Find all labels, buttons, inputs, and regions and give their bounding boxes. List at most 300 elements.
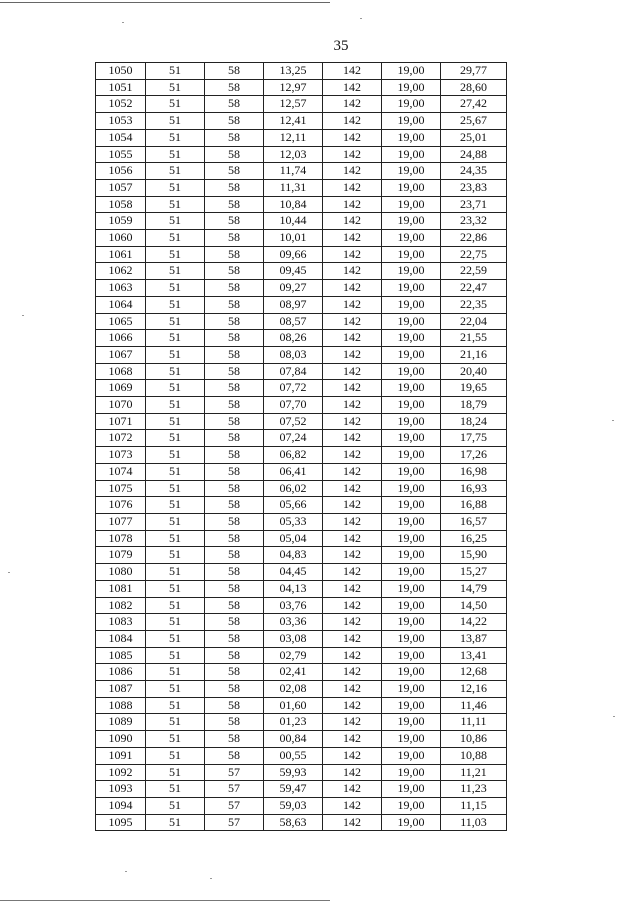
table-row bbox=[96, 764, 507, 781]
table-row bbox=[96, 313, 507, 330]
table-cell: 51 bbox=[146, 79, 205, 96]
table-row bbox=[96, 296, 507, 313]
table-cell: 1067 bbox=[96, 346, 146, 363]
table-cell: 51 bbox=[146, 447, 205, 464]
table-row bbox=[96, 714, 507, 731]
table-cell: 1062 bbox=[96, 263, 146, 280]
table-cell: 19,00 bbox=[382, 79, 441, 96]
table-cell: 51 bbox=[146, 63, 205, 80]
table-cell: 142 bbox=[323, 681, 382, 698]
table-cell: 1069 bbox=[96, 380, 146, 397]
table-cell: 1056 bbox=[96, 163, 146, 180]
table-cell: 1094 bbox=[96, 797, 146, 814]
table-cell: 142 bbox=[323, 63, 382, 80]
table-cell: 22,75 bbox=[441, 246, 507, 263]
table-row bbox=[96, 113, 507, 130]
scan-speck bbox=[125, 871, 127, 872]
scan-speck bbox=[360, 18, 362, 19]
table-cell: 19,00 bbox=[382, 614, 441, 631]
table-cell: 51 bbox=[146, 513, 205, 530]
table-cell: 1054 bbox=[96, 129, 146, 146]
table-cell: 58 bbox=[205, 547, 264, 564]
table-cell: 19,00 bbox=[382, 113, 441, 130]
table-cell: 1055 bbox=[96, 146, 146, 163]
table-cell: 19,00 bbox=[382, 547, 441, 564]
table-cell: 1086 bbox=[96, 664, 146, 681]
table-row bbox=[96, 246, 507, 263]
table-cell: 19,00 bbox=[382, 480, 441, 497]
table-cell: 21,16 bbox=[441, 346, 507, 363]
table-cell: 02,41 bbox=[264, 664, 323, 681]
table-cell: 51 bbox=[146, 430, 205, 447]
table-cell: 51 bbox=[146, 480, 205, 497]
table-cell: 16,98 bbox=[441, 463, 507, 480]
table-cell: 08,03 bbox=[264, 346, 323, 363]
table-cell: 142 bbox=[323, 397, 382, 414]
table-cell: 142 bbox=[323, 463, 382, 480]
table-cell: 10,88 bbox=[441, 747, 507, 764]
table-cell: 12,03 bbox=[264, 146, 323, 163]
table-row bbox=[96, 664, 507, 681]
table-row bbox=[96, 597, 507, 614]
table-row bbox=[96, 747, 507, 764]
table-cell: 142 bbox=[323, 747, 382, 764]
table-cell: 19,00 bbox=[382, 213, 441, 230]
table-cell: 57 bbox=[205, 797, 264, 814]
table-cell: 1092 bbox=[96, 764, 146, 781]
table-cell: 58 bbox=[205, 564, 264, 581]
table-cell: 10,86 bbox=[441, 731, 507, 748]
table-cell: 1057 bbox=[96, 179, 146, 196]
table-cell: 19,00 bbox=[382, 330, 441, 347]
table-cell: 58 bbox=[205, 480, 264, 497]
table-cell: 09,27 bbox=[264, 280, 323, 297]
table-cell: 58 bbox=[205, 614, 264, 631]
table-cell: 1050 bbox=[96, 63, 146, 80]
table-cell: 19,00 bbox=[382, 564, 441, 581]
table-cell: 1059 bbox=[96, 213, 146, 230]
table-cell: 51 bbox=[146, 113, 205, 130]
table-row bbox=[96, 564, 507, 581]
table-row bbox=[96, 614, 507, 631]
table-cell: 05,66 bbox=[264, 497, 323, 514]
table-cell: 142 bbox=[323, 547, 382, 564]
table-cell: 1087 bbox=[96, 681, 146, 698]
table-cell: 03,08 bbox=[264, 630, 323, 647]
table-cell: 142 bbox=[323, 764, 382, 781]
table-cell: 19,00 bbox=[382, 814, 441, 831]
table-cell: 58 bbox=[205, 580, 264, 597]
table-cell: 13,41 bbox=[441, 647, 507, 664]
table-cell: 19,00 bbox=[382, 129, 441, 146]
table-cell: 22,35 bbox=[441, 296, 507, 313]
table-cell: 19,00 bbox=[382, 413, 441, 430]
table-cell: 58 bbox=[205, 363, 264, 380]
table-cell: 142 bbox=[323, 196, 382, 213]
table-cell: 51 bbox=[146, 129, 205, 146]
table-cell: 1093 bbox=[96, 781, 146, 798]
table-cell: 51 bbox=[146, 814, 205, 831]
table-cell: 14,50 bbox=[441, 597, 507, 614]
table-cell: 02,08 bbox=[264, 681, 323, 698]
table-cell: 51 bbox=[146, 497, 205, 514]
table-cell: 05,33 bbox=[264, 513, 323, 530]
table-cell: 142 bbox=[323, 447, 382, 464]
table-cell: 1063 bbox=[96, 280, 146, 297]
table-row bbox=[96, 430, 507, 447]
table-cell: 15,27 bbox=[441, 564, 507, 581]
table-cell: 20,40 bbox=[441, 363, 507, 380]
table-cell: 51 bbox=[146, 714, 205, 731]
table-cell: 142 bbox=[323, 597, 382, 614]
table-cell: 25,67 bbox=[441, 113, 507, 130]
table-cell: 51 bbox=[146, 731, 205, 748]
table-cell: 58,63 bbox=[264, 814, 323, 831]
table-cell: 58 bbox=[205, 681, 264, 698]
table-cell: 24,35 bbox=[441, 163, 507, 180]
table-cell: 11,23 bbox=[441, 781, 507, 798]
table-row bbox=[96, 697, 507, 714]
table-cell: 58 bbox=[205, 714, 264, 731]
table-cell: 51 bbox=[146, 747, 205, 764]
table-cell: 58 bbox=[205, 397, 264, 414]
table-row bbox=[96, 731, 507, 748]
table-row bbox=[96, 630, 507, 647]
table-cell: 11,03 bbox=[441, 814, 507, 831]
table-cell: 58 bbox=[205, 664, 264, 681]
table-cell: 19,00 bbox=[382, 497, 441, 514]
table-cell: 02,79 bbox=[264, 647, 323, 664]
table-row bbox=[96, 179, 507, 196]
table-cell: 58 bbox=[205, 179, 264, 196]
table-cell: 51 bbox=[146, 96, 205, 113]
table-cell: 51 bbox=[146, 296, 205, 313]
table-cell: 51 bbox=[146, 681, 205, 698]
table-cell: 58 bbox=[205, 79, 264, 96]
table-cell: 51 bbox=[146, 213, 205, 230]
table-cell: 15,90 bbox=[441, 547, 507, 564]
table-cell: 58 bbox=[205, 96, 264, 113]
table-cell: 19,65 bbox=[441, 380, 507, 397]
table-cell: 22,59 bbox=[441, 263, 507, 280]
table-cell: 58 bbox=[205, 296, 264, 313]
table-cell: 1083 bbox=[96, 614, 146, 631]
table-row bbox=[96, 447, 507, 464]
table-cell: 142 bbox=[323, 714, 382, 731]
table-cell: 19,00 bbox=[382, 447, 441, 464]
table-cell: 142 bbox=[323, 146, 382, 163]
table-cell: 16,25 bbox=[441, 530, 507, 547]
table-cell: 51 bbox=[146, 580, 205, 597]
table-cell: 59,03 bbox=[264, 797, 323, 814]
table-cell: 10,44 bbox=[264, 213, 323, 230]
table-row bbox=[96, 781, 507, 798]
table-cell: 1077 bbox=[96, 513, 146, 530]
table-cell: 22,86 bbox=[441, 230, 507, 247]
table-cell: 1052 bbox=[96, 96, 146, 113]
table-cell: 23,71 bbox=[441, 196, 507, 213]
table-cell: 1053 bbox=[96, 113, 146, 130]
table-cell: 58 bbox=[205, 230, 264, 247]
table-cell: 142 bbox=[323, 564, 382, 581]
table-cell: 1072 bbox=[96, 430, 146, 447]
top-scan-rule bbox=[0, 2, 330, 3]
table-cell: 12,97 bbox=[264, 79, 323, 96]
table-cell: 142 bbox=[323, 430, 382, 447]
table-cell: 01,60 bbox=[264, 697, 323, 714]
table-cell: 09,66 bbox=[264, 246, 323, 263]
table-cell: 1051 bbox=[96, 79, 146, 96]
table-cell: 19,00 bbox=[382, 280, 441, 297]
table-cell: 142 bbox=[323, 797, 382, 814]
table-cell: 21,55 bbox=[441, 330, 507, 347]
table-cell: 10,01 bbox=[264, 230, 323, 247]
table-cell: 19,00 bbox=[382, 797, 441, 814]
table-cell: 51 bbox=[146, 647, 205, 664]
table-cell: 142 bbox=[323, 330, 382, 347]
table-row bbox=[96, 530, 507, 547]
table-cell: 07,84 bbox=[264, 363, 323, 380]
table-cell: 19,00 bbox=[382, 63, 441, 80]
table-cell: 23,83 bbox=[441, 179, 507, 196]
table-cell: 58 bbox=[205, 113, 264, 130]
table-cell: 58 bbox=[205, 447, 264, 464]
table-cell: 19,00 bbox=[382, 463, 441, 480]
table-cell: 19,00 bbox=[382, 630, 441, 647]
table-cell: 19,00 bbox=[382, 731, 441, 748]
table-cell: 19,00 bbox=[382, 196, 441, 213]
table-cell: 51 bbox=[146, 397, 205, 414]
table-cell: 19,00 bbox=[382, 781, 441, 798]
scan-speck bbox=[122, 22, 124, 23]
table-cell: 51 bbox=[146, 363, 205, 380]
table-cell: 1088 bbox=[96, 697, 146, 714]
table-cell: 142 bbox=[323, 129, 382, 146]
table-cell: 11,74 bbox=[264, 163, 323, 180]
table-cell: 57 bbox=[205, 781, 264, 798]
table-cell: 07,70 bbox=[264, 397, 323, 414]
table-cell: 58 bbox=[205, 731, 264, 748]
table-row bbox=[96, 513, 507, 530]
table-cell: 51 bbox=[146, 246, 205, 263]
table-cell: 19,00 bbox=[382, 764, 441, 781]
table-cell: 01,23 bbox=[264, 714, 323, 731]
table-cell: 06,02 bbox=[264, 480, 323, 497]
table-cell: 18,24 bbox=[441, 413, 507, 430]
table-row bbox=[96, 380, 507, 397]
table-cell: 00,84 bbox=[264, 731, 323, 748]
table-cell: 58 bbox=[205, 146, 264, 163]
table-cell: 51 bbox=[146, 280, 205, 297]
table-cell: 12,41 bbox=[264, 113, 323, 130]
table-row bbox=[96, 681, 507, 698]
table-cell: 58 bbox=[205, 163, 264, 180]
table-cell: 24,88 bbox=[441, 146, 507, 163]
table-cell: 1073 bbox=[96, 447, 146, 464]
table-row bbox=[96, 480, 507, 497]
table-cell: 12,11 bbox=[264, 129, 323, 146]
table-cell: 142 bbox=[323, 630, 382, 647]
table-row bbox=[96, 547, 507, 564]
coordinates-table bbox=[95, 62, 507, 831]
table-cell: 59,47 bbox=[264, 781, 323, 798]
table-cell: 58 bbox=[205, 129, 264, 146]
table-cell: 23,32 bbox=[441, 213, 507, 230]
table-body bbox=[96, 63, 507, 831]
table-cell: 51 bbox=[146, 614, 205, 631]
table-cell: 58 bbox=[205, 380, 264, 397]
table-cell: 1061 bbox=[96, 246, 146, 263]
table-cell: 19,00 bbox=[382, 664, 441, 681]
table-cell: 142 bbox=[323, 96, 382, 113]
table-cell: 19,00 bbox=[382, 230, 441, 247]
table-cell: 19,00 bbox=[382, 263, 441, 280]
table-row bbox=[96, 63, 507, 80]
table-cell: 1074 bbox=[96, 463, 146, 480]
table-cell: 19,00 bbox=[382, 747, 441, 764]
table-row bbox=[96, 363, 507, 380]
table-row bbox=[96, 463, 507, 480]
table-cell: 19,00 bbox=[382, 430, 441, 447]
table-cell: 142 bbox=[323, 179, 382, 196]
table-cell: 142 bbox=[323, 213, 382, 230]
table-row bbox=[96, 213, 507, 230]
bottom-scan-rule bbox=[0, 900, 330, 901]
table-cell: 51 bbox=[146, 413, 205, 430]
table-cell: 142 bbox=[323, 413, 382, 430]
table-cell: 19,00 bbox=[382, 346, 441, 363]
table-cell: 07,52 bbox=[264, 413, 323, 430]
table-cell: 16,93 bbox=[441, 480, 507, 497]
table-cell: 58 bbox=[205, 280, 264, 297]
table-cell: 142 bbox=[323, 781, 382, 798]
table-cell: 19,00 bbox=[382, 597, 441, 614]
table-cell: 12,16 bbox=[441, 681, 507, 698]
table-cell: 58 bbox=[205, 463, 264, 480]
table-cell: 142 bbox=[323, 113, 382, 130]
table-cell: 11,11 bbox=[441, 714, 507, 731]
table-cell: 19,00 bbox=[382, 179, 441, 196]
table-cell: 17,75 bbox=[441, 430, 507, 447]
table-cell: 19,00 bbox=[382, 647, 441, 664]
table-cell: 1089 bbox=[96, 714, 146, 731]
table-cell: 03,36 bbox=[264, 614, 323, 631]
table-cell: 142 bbox=[323, 263, 382, 280]
table-cell: 07,24 bbox=[264, 430, 323, 447]
table-cell: 142 bbox=[323, 163, 382, 180]
table-cell: 142 bbox=[323, 814, 382, 831]
table-cell: 51 bbox=[146, 196, 205, 213]
table-cell: 19,00 bbox=[382, 246, 441, 263]
table-cell: 03,76 bbox=[264, 597, 323, 614]
table-cell: 51 bbox=[146, 380, 205, 397]
table-cell: 06,41 bbox=[264, 463, 323, 480]
table-cell: 142 bbox=[323, 246, 382, 263]
table-cell: 58 bbox=[205, 196, 264, 213]
table-cell: 22,04 bbox=[441, 313, 507, 330]
table-cell: 19,00 bbox=[382, 580, 441, 597]
table-cell: 142 bbox=[323, 79, 382, 96]
table-cell: 1060 bbox=[96, 230, 146, 247]
table-cell: 58 bbox=[205, 246, 264, 263]
table-cell: 19,00 bbox=[382, 714, 441, 731]
table-cell: 1071 bbox=[96, 413, 146, 430]
table-row bbox=[96, 263, 507, 280]
table-cell: 58 bbox=[205, 263, 264, 280]
table-row bbox=[96, 647, 507, 664]
table-cell: 51 bbox=[146, 547, 205, 564]
table-cell: 142 bbox=[323, 280, 382, 297]
table-cell: 11,46 bbox=[441, 697, 507, 714]
table-cell: 05,04 bbox=[264, 530, 323, 547]
table-cell: 142 bbox=[323, 313, 382, 330]
table-cell: 142 bbox=[323, 731, 382, 748]
table-cell: 58 bbox=[205, 513, 264, 530]
table-cell: 1085 bbox=[96, 647, 146, 664]
table-row bbox=[96, 129, 507, 146]
table-cell: 142 bbox=[323, 296, 382, 313]
table-cell: 58 bbox=[205, 430, 264, 447]
table-cell: 58 bbox=[205, 346, 264, 363]
table-cell: 51 bbox=[146, 146, 205, 163]
table-cell: 1081 bbox=[96, 580, 146, 597]
table-cell: 06,82 bbox=[264, 447, 323, 464]
table-cell: 19,00 bbox=[382, 513, 441, 530]
table-cell: 1082 bbox=[96, 597, 146, 614]
table-cell: 09,45 bbox=[264, 263, 323, 280]
table-cell: 58 bbox=[205, 530, 264, 547]
table-row bbox=[96, 230, 507, 247]
table-cell: 51 bbox=[146, 313, 205, 330]
table-cell: 19,00 bbox=[382, 163, 441, 180]
table-cell: 142 bbox=[323, 230, 382, 247]
table-cell: 19,00 bbox=[382, 697, 441, 714]
table-cell: 51 bbox=[146, 764, 205, 781]
table-cell: 142 bbox=[323, 614, 382, 631]
table-cell: 08,57 bbox=[264, 313, 323, 330]
table-cell: 14,22 bbox=[441, 614, 507, 631]
table-cell: 19,00 bbox=[382, 96, 441, 113]
table-cell: 29,77 bbox=[441, 63, 507, 80]
table-cell: 58 bbox=[205, 313, 264, 330]
scan-speck bbox=[22, 315, 24, 316]
table-cell: 08,97 bbox=[264, 296, 323, 313]
table-cell: 1084 bbox=[96, 630, 146, 647]
table-cell: 51 bbox=[146, 163, 205, 180]
table-cell: 142 bbox=[323, 697, 382, 714]
table-row bbox=[96, 196, 507, 213]
scan-speck bbox=[612, 420, 614, 421]
table-cell: 04,83 bbox=[264, 547, 323, 564]
table-cell: 51 bbox=[146, 664, 205, 681]
table-cell: 51 bbox=[146, 346, 205, 363]
table-row bbox=[96, 413, 507, 430]
table-cell: 04,45 bbox=[264, 564, 323, 581]
table-cell: 51 bbox=[146, 530, 205, 547]
table-cell: 1090 bbox=[96, 731, 146, 748]
table-cell: 1076 bbox=[96, 497, 146, 514]
table-cell: 142 bbox=[323, 480, 382, 497]
table-cell: 142 bbox=[323, 497, 382, 514]
table-cell: 58 bbox=[205, 597, 264, 614]
table-cell: 1075 bbox=[96, 480, 146, 497]
table-cell: 1080 bbox=[96, 564, 146, 581]
page-number: 35 bbox=[333, 38, 349, 54]
table-cell: 11,15 bbox=[441, 797, 507, 814]
table-cell: 142 bbox=[323, 513, 382, 530]
table-cell: 51 bbox=[146, 230, 205, 247]
table-cell: 10,84 bbox=[264, 196, 323, 213]
